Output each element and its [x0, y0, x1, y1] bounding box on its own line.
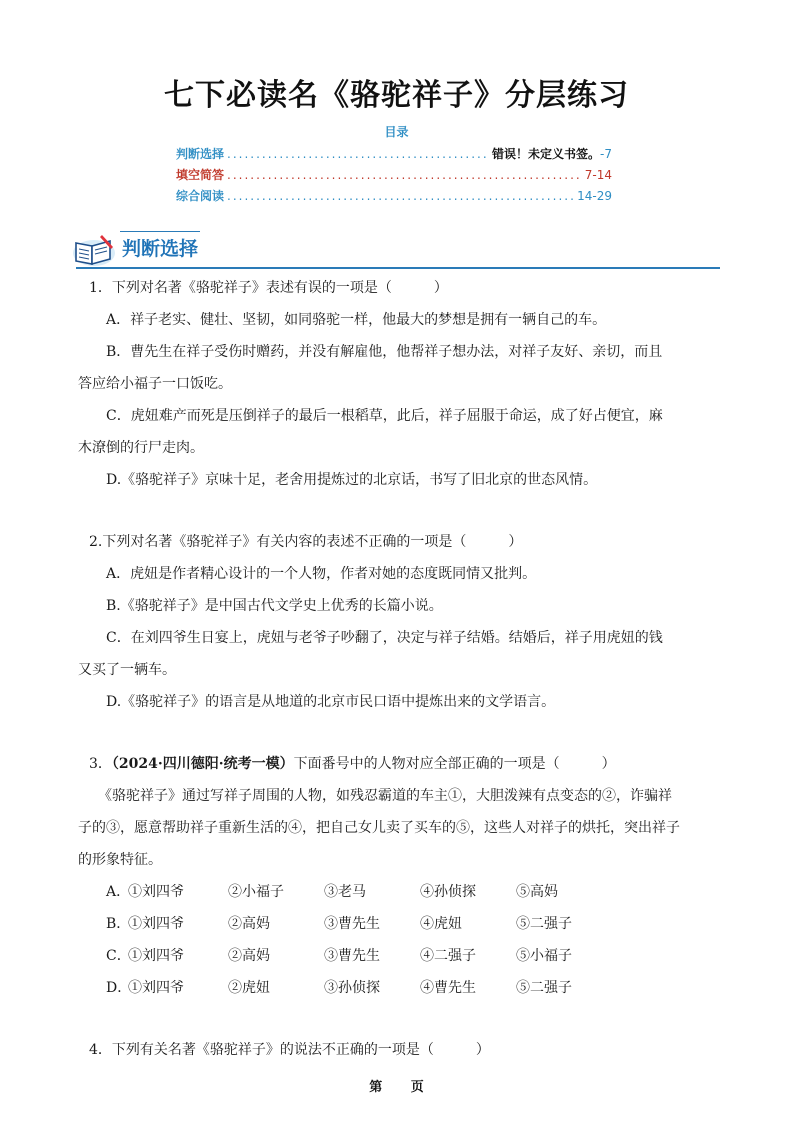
page-footer: [0, 1076, 793, 1095]
option-item: ③老马: [324, 884, 366, 900]
toc-item-fill[interactable]: [176, 165, 612, 186]
question-1-stem: 1．下列对名著《骆驼祥子》表述有误的一项是（ ）: [89, 280, 448, 296]
option-item: ⑤二强子: [516, 980, 572, 996]
option-item: ①刘四爷: [128, 980, 184, 996]
spacer: [78, 1004, 738, 1034]
question-2-stem: 2.下列对名著《骆驼祥子》有关内容的表述不正确的一项是（ ）: [89, 534, 523, 550]
section-title-overline: [120, 231, 200, 232]
footer-page-suffix: 页: [410, 1080, 424, 1095]
option-item: ①刘四爷: [128, 948, 184, 964]
section-title: 判断选择: [122, 238, 199, 260]
option-item: ②虎妞: [228, 980, 270, 996]
toc-item-label: 判断选择: [176, 147, 225, 161]
question-1-option-b-cont: 答应给小福子一口饭吃。: [78, 376, 232, 392]
question-1-option-b[interactable]: B．曹先生在祥子受伤时赠药，并没有解雇他，他帮祥子想办法，对祥子友好、亲切，而且: [106, 344, 663, 360]
question-3-source: （2024·四川德阳·统考一模）: [111, 756, 294, 772]
questions: [78, 272, 738, 1066]
option-item: ③曹先生: [324, 916, 380, 932]
question-3-option-c[interactable]: [78, 940, 738, 972]
question-3-option-b[interactable]: [78, 908, 738, 940]
toc-leader: [227, 186, 574, 207]
option-item: ⑤高妈: [516, 884, 558, 900]
question-2-option-b[interactable]: B.《骆驼祥子》是中国古代文学史上优秀的长篇小说。: [106, 598, 443, 614]
question-1-option-c[interactable]: C．虎妞难产而死是压倒祥子的最后一根稻草，此后，祥子屈服于命运，成了好占便宜，麻: [106, 408, 663, 424]
toc-leader: [227, 165, 582, 186]
toc-item-label: 综合阅读: [176, 189, 225, 203]
toc-leader: [227, 144, 489, 165]
question-2-option-c[interactable]: C．在刘四爷生日宴上，虎妞与老爷子吵翻了，决定与祥子结婚。结婚后，祥子用虎妞的钱: [106, 630, 663, 646]
question-2-option-a[interactable]: A．虎妞是作者精心设计的一个人物，作者对她的态度既同情又批判。: [106, 566, 537, 582]
toc-heading: 目录: [384, 125, 409, 139]
toc-item-page: -7: [600, 147, 612, 161]
option-item: ④二强子: [420, 948, 476, 964]
spacer: [78, 718, 738, 748]
toc-item-error: 错误！未定义书签。: [492, 147, 601, 161]
option-letter: B．: [106, 916, 131, 932]
footer-page-prefix: 第: [369, 1080, 383, 1095]
option-item: ⑤小福子: [516, 948, 572, 964]
toc-item-page: 14-29: [577, 189, 612, 203]
question-1-option-a[interactable]: A．祥子老实、健壮、坚韧，如同骆驼一样，他最大的梦想是拥有一辆自己的车。: [106, 312, 607, 328]
toc-item-label: 填空简答: [176, 168, 225, 182]
option-letter: C．: [106, 948, 131, 964]
option-item: ④孙侦探: [420, 884, 476, 900]
option-item: ②小福子: [228, 884, 284, 900]
question-2-option-d[interactable]: D.《骆驼祥子》的语言是从地道的北京市民口语中提炼出来的文学语言。: [106, 694, 556, 710]
option-item: ③孙侦探: [324, 980, 380, 996]
question-3-option-a[interactable]: [78, 876, 738, 908]
question-3-passage-line-1: 《骆驼祥子》通过写祥子周围的人物，如残忍霸道的车主①，大胆泼辣有点变态的②，诈骗祥: [98, 788, 672, 804]
question-3-number: 3．: [89, 756, 112, 772]
question-1-option-d[interactable]: D.《骆驼祥子》京味十足，老舍用提炼过的北京话，书写了旧北京的世态风情。: [106, 472, 598, 488]
option-letter: D．: [106, 980, 132, 996]
section-header: [72, 228, 720, 270]
table-of-contents: [176, 144, 612, 207]
option-item: ⑤二强子: [516, 916, 572, 932]
question-3-stem: [78, 748, 738, 780]
page-title: 七下必读名《骆驼祥子》分层练习: [164, 78, 629, 113]
option-item: ①刘四爷: [128, 916, 184, 932]
option-item: ③曹先生: [324, 948, 380, 964]
option-item: ②高妈: [228, 916, 270, 932]
toc-item-page: 7-14: [584, 168, 612, 182]
question-3-passage-line-2: 子的③，愿意帮助祥子重新生活的④，把自己女儿卖了买车的⑤，这些人对祥子的烘托，突出祥子: [78, 820, 680, 836]
question-2-option-c-cont: 又买了一辆车。: [78, 662, 176, 678]
spacer: [78, 496, 738, 526]
section-divider: [76, 267, 720, 269]
toc-item-judge[interactable]: [176, 144, 612, 165]
option-item: ④虎妞: [420, 916, 462, 932]
question-1-option-c-cont: 木潦倒的行尸走肉。: [78, 440, 204, 456]
toc-item-reading[interactable]: [176, 186, 612, 207]
option-letter: A．: [106, 884, 131, 900]
question-3-option-d[interactable]: [78, 972, 738, 1004]
question-4-stem: 4．下列有关名著《骆驼祥子》的说法不正确的一项是（ ）: [89, 1042, 490, 1058]
option-item: ②高妈: [228, 948, 270, 964]
question-3-passage-line-3: 的形象特征。: [78, 852, 162, 868]
question-3-text: 下面番号中的人物对应全部正确的一项是（ ）: [293, 756, 616, 772]
book-icon: [72, 233, 116, 267]
option-item: ①刘四爷: [128, 884, 184, 900]
option-item: ④曹先生: [420, 980, 476, 996]
